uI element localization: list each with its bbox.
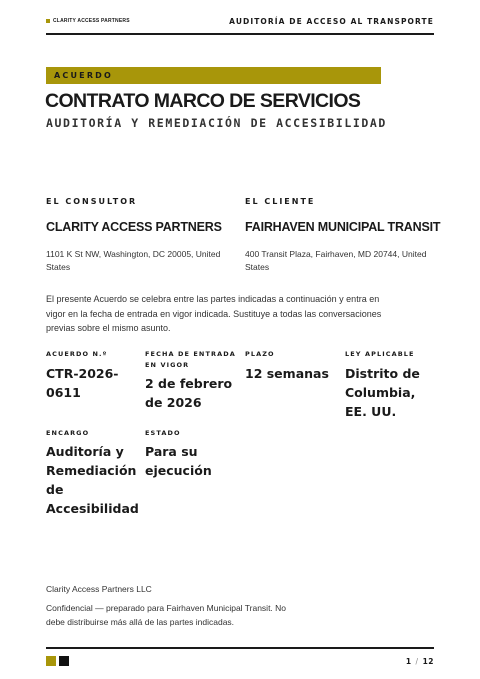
effective-date-label: FECHA DE ENTRADA EN VIGOR: [145, 350, 236, 369]
client-name: FAIRHAVEN MUNICIPAL TRANSIT: [245, 220, 441, 234]
brand-logo: [46, 18, 130, 24]
law-label: LEY APLICABLE: [345, 350, 415, 358]
client-address: 400 Transit Plaza, Fairhaven, MD 20744, United States: [245, 249, 427, 272]
term-value: 12 semanas: [245, 366, 329, 381]
page-current: 1: [405, 657, 412, 666]
status-label: ESTADO: [145, 429, 181, 437]
agreement-no-label: ACUERDO N.º: [46, 350, 108, 358]
consultant-name: CLARITY ACCESS PARTNERS: [46, 220, 222, 234]
page-indicator: [406, 657, 434, 666]
intro-paragraph: El presente Acuerdo se celebra entre las partes indicadas a continuación y entra en vigor en la fecha de entrada en vigor indicada. Sustituye a todas las conversaciones previas sobre el mismo asunto.: [46, 294, 382, 333]
footer-note: Confidencial — preparado para Fairhaven Municipal Transit. No debe distribuirse más allá de las partes indicadas.: [46, 603, 287, 627]
term-label: PLAZO: [245, 350, 275, 358]
footer-divider: [46, 647, 434, 649]
document-subtitle: AUDITORÍA Y REMEDIACIÓN DE ACCESIBILIDAD: [46, 116, 387, 130]
client-label: EL CLIENTE: [245, 197, 316, 206]
status-value: Para su ejecución: [145, 444, 212, 478]
assignment-value: Auditoría y Remediación de Accesibilidad: [46, 444, 139, 516]
brand-mark-icon: [46, 19, 50, 23]
consultant-address: 1101 K St NW, Washington, DC 20005, United States: [46, 249, 221, 272]
black-square-icon: [59, 656, 69, 666]
page-total: 12: [422, 657, 434, 666]
brand-name: CLARITY ACCESS PARTNERS: [53, 18, 130, 24]
header-divider: [46, 33, 434, 35]
assignment-label: ENCARGO: [46, 429, 90, 437]
footer-company: Clarity Access Partners LLC: [46, 584, 152, 594]
agreement-no-value: CTR-2026-0611: [46, 366, 119, 400]
olive-square-icon: [46, 656, 56, 666]
law-value: Distrito de Columbia, EE. UU.: [345, 366, 420, 419]
page-separator: /: [415, 657, 419, 666]
document-label: ACUERDO: [54, 71, 114, 80]
effective-date-value: 2 de febrero de 2026: [145, 376, 233, 410]
header-title: AUDITORÍA DE ACCESO AL TRANSPORTE: [229, 17, 434, 26]
consultant-label: EL CONSULTOR: [46, 197, 138, 206]
document-title: CONTRATO MARCO DE SERVICIOS: [45, 90, 361, 112]
document-label-bar: [46, 67, 381, 84]
